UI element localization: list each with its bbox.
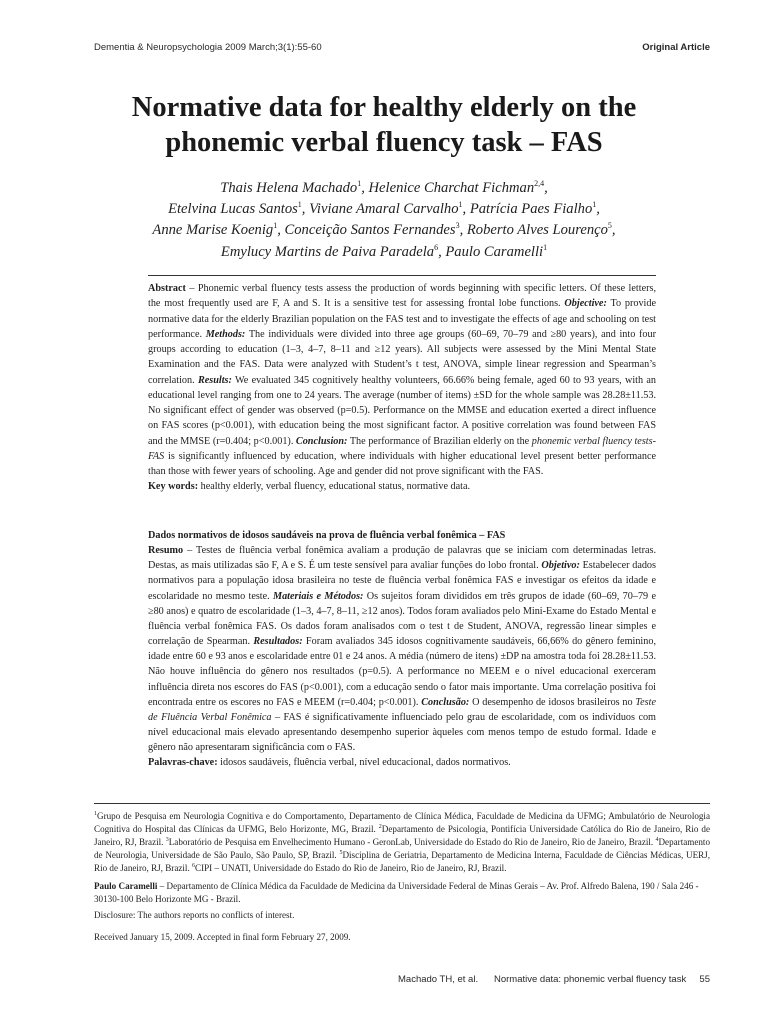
- affiliation-text: CIPI – UNATI, Universidade do Estado do Rio de Janeiro, Rio de Janeiro, RJ, Brazil.: [195, 863, 507, 874]
- affiliation-marker: 1: [94, 810, 97, 817]
- author-name: Thais Helena Machado: [220, 180, 358, 196]
- author-name: , Patrícia Paes Fialho: [462, 201, 593, 218]
- keywords: [148, 479, 656, 494]
- footer-author: Machado TH, et al.: [398, 974, 479, 985]
- keywords-text: healthy elderly, verbal fluency, educational status, normative data.: [198, 481, 471, 493]
- abstract-top-rule: [148, 275, 656, 276]
- title-line: phonemic verbal fluency task – FAS: [165, 127, 603, 158]
- affiliation-marker: 5: [607, 221, 612, 231]
- separator: ,: [544, 180, 548, 196]
- article-title: [60, 90, 708, 160]
- affiliation-text: Departamento de Neurologia, Universidade de São Paulo, São Paulo, SP, Brazil.: [94, 837, 710, 861]
- abstract-text: – Phonemic verbal fluency tests assess the production of words beginning with specific letters. Of these letters, the most frequently used are F, A and S. It is a sensitive test for assessing frontal lobe functions.: [148, 283, 656, 310]
- author-line: [90, 178, 678, 199]
- abstract-section: [148, 281, 656, 495]
- article-type: Original Article: [642, 42, 710, 53]
- affiliation-marker: 1: [458, 200, 463, 210]
- resumo-text: Foram avaliados 345 idosos cognitivamente saudáveis, 66,66% do gênero feminino, idade entre 60 e 93 anos e escolaridade entre 01 e 24 anos. A média (número de itens) ±DP na amostra toda foi 28.28±11.53. Não houve influência do gênero nos resultados (p=0.5). A performance no MEEM e o nível educacional exerceram influência direta nos escores do FAS (p<0.001), com a educação sendo o fator mais importante. Uma correlação positiva foi encontrada entre os escores no FAS e MEEM (r=0.404; p<0.001).: [148, 636, 656, 708]
- received-note: Received January 15, 2009. Accepted in final form February 27, 2009.: [94, 932, 351, 942]
- affiliation-text: Grupo de Pesquisa em Neurologia Cognitiva e do Comportamento, Departamento de Clínica Médica, Faculdade de Medicina da UFMG; Ambulatório de Neurologia Cognitiva do Hospital das Clínicas da UFMG, Belo Horizonte, MG, Brazil.: [94, 811, 710, 835]
- resumo-label: Resumo: [148, 545, 184, 557]
- resumo-text: – FAS é significativamente influenciado pelo grau de escolaridade, com os indivíduos com nível educacional mais elevado apresentando desempenho superior àqueles com menos tempo de estudo formal. Idade e gênero não apresentaram significância com o FAS.: [148, 711, 656, 754]
- separator: ,: [596, 201, 600, 218]
- abstract-text: We evaluated 345 cognitively healthy volunteers, 66.66% being female, aged 60 to 93 years, with an educational level ranging from one to 24 years. The average (number of items) ±SD for the whole sample was 28.28±11.53. No significant effect of gender was observed (p=0.5). Performance on the MMSE and education exerted a direct influence on FAS scores (p<0.001), with education being the most significant factor. A positive correlation was found between FAS and the MMSE (r=0.404; p<0.001).: [148, 374, 656, 447]
- resumo-text: Os sujeitos foram divididos em três grupos de idade (60–69, 70–79 e ≥80 anos) e quatro de escolaridade (1–3, 4–7, 8–11, ≥12 anos). Todos foram avaliados pelo Mini-Exame do Estado Mental e fluência verbal fonêmica FAS. Os dados foram analisados com o test t de Student, ANOVA, regressão linear simples e correlação de Spearman.: [148, 590, 656, 648]
- objetivo-label: Objetivo:: [541, 560, 580, 572]
- author-name: Anne Marise Koenig: [152, 222, 274, 239]
- author-list: [90, 178, 678, 263]
- resumo-title: Dados normativos de idosos saudáveis na prova de fluência verbal fonêmica – FAS: [148, 530, 506, 541]
- separator: ,: [611, 222, 616, 239]
- palavras-chave: [148, 755, 656, 770]
- footer-short-title: Normative data: phonemic verbal fluency task: [494, 974, 687, 985]
- affiliation-marker: 2,4: [534, 179, 545, 189]
- affiliation-marker: 2: [378, 824, 382, 831]
- author-line: [90, 242, 678, 263]
- affiliation-marker: 1: [592, 200, 597, 210]
- resumo-text: Teste de Fluência Verbal Fonêmica: [148, 696, 656, 723]
- affiliation-text: Disciplina de Geriatria, Departamento de Medicina Interna, Faculdade de Ciências Médicas, UERJ, Rio de Janeiro, RJ, Brazil.: [94, 850, 710, 874]
- author-name: Emylucy Martins de Paiva Paradela: [220, 243, 435, 260]
- correspondence-address: – Departamento de Clínica Médica da Faculdade de Medicina da Universidade Federal de Minas Gerais – Av. Prof. Alfredo Balena, 190 / Sala 246 - 30130-100 Belo Horizonte MG - Brazil.: [94, 881, 699, 905]
- palavras-chave-text: idosos saudáveis, fluência verbal, nível educacional, dados normativos.: [217, 757, 511, 769]
- abstract-text: phonemic verbal fluency tests-FAS: [148, 435, 656, 462]
- author-name: , Paulo Caramelli: [438, 243, 544, 260]
- abstract-label: Abstract: [148, 283, 186, 294]
- abstract-text: The performance of Brazilian elderly on the: [347, 435, 532, 447]
- conclusao-label: Conclusão:: [421, 696, 470, 708]
- keywords-label: Key words:: [148, 481, 199, 493]
- resultados-label: Resultados:: [253, 636, 303, 648]
- affiliation-marker: 1: [273, 221, 278, 231]
- resumo-text: – Testes de fluência verbal fonêmica avaliam a produção de palavras que se iniciam com determinadas letras. Destas, as mais utilizadas são F, A e S. É um teste sensível para avaliar funções do lobo frontal.: [148, 545, 656, 572]
- resumo-body: [148, 543, 656, 755]
- palavras-chave-label: Palavras-chave:: [148, 757, 218, 769]
- affiliation-marker: 1: [357, 179, 362, 189]
- affiliation-marker: 4: [655, 837, 659, 844]
- page-number: 55: [699, 974, 710, 985]
- journal-citation: Dementia & Neuropsychologia 2009 March;3(1):55-60: [94, 42, 322, 53]
- results-label: Results:: [197, 374, 232, 386]
- abstract-body: [148, 281, 656, 479]
- objective-label: Objective:: [564, 298, 607, 310]
- affiliation-marker: 3: [165, 837, 169, 844]
- affiliation-marker: 6: [192, 863, 195, 870]
- author-line: [90, 199, 678, 220]
- author-name: , Conceição Santos Fernandes: [277, 222, 456, 239]
- affiliation-marker: 5: [339, 850, 343, 857]
- abstract-text: To provide normative data for the elderly Brazilian population on the FAS test and to investigate the effects of age and schooling on test performance.: [148, 298, 656, 340]
- affiliation-marker: 3: [455, 221, 460, 231]
- author-name: , Roberto Alves Lourenço: [459, 222, 608, 239]
- affiliation-marker: 1: [543, 242, 548, 252]
- correspondence-name: Paulo Caramelli: [94, 881, 158, 891]
- affiliation-text: Departamento de Psicologia, Pontifícia Universidade Católica do Rio de Janeiro, Rio de Janeiro, RJ, Brazil.: [94, 824, 710, 848]
- author-name: , Helenice Charchat Fichman: [361, 180, 535, 196]
- abstract-text: The individuals were divided into three age groups (60–69, 70–79 and ≥80 years), and into four groups according to education (1–3, 4–7, 8–11 and ≥12 years). All subjects were assessed by the Mini Mental State Examination and the FAS. Data were analyzed with Student’s t test, ANOVA, simple linear regression and Spearman’s correlation.: [148, 328, 656, 386]
- author-line: [90, 220, 678, 241]
- author-name: Etelvina Lucas Santos: [168, 201, 298, 218]
- resumo-text: O desempenho de idosos brasileiros no: [469, 696, 636, 708]
- abstract-text: is significantly influenced by education, where individuals with higher educational level present better performance than those with fewer years of schooling. Age and gender did not prove significant with the FAS.: [148, 450, 656, 477]
- title-line: Normative data for healthy elderly on the: [131, 92, 637, 123]
- resumo-section: [148, 528, 656, 771]
- conclusion-label: Conclusion:: [295, 435, 348, 447]
- affiliations-footnote: [94, 810, 710, 875]
- disclosure-note: Disclosure: The authors reports no conflicts of interest.: [94, 910, 295, 920]
- author-name: , Viviane Amaral Carvalho: [301, 201, 459, 218]
- affiliation-marker: 1: [297, 200, 302, 210]
- correspondence-note: [94, 880, 710, 907]
- affiliation-marker: 6: [434, 242, 439, 252]
- metodos-label: Materiais e Métodos:: [273, 590, 364, 602]
- resumo-text: Estabelecer dados normativos para a população idosa brasileira no teste de fluência verbal fonêmica FAS e investigar os efeitos da idade e escolaridade no mesmo teste.: [148, 560, 656, 602]
- affiliation-text: Laboratório de Pesquisa em Envelhecimento Humano - GeronLab, Universidade do Estado do Rio de Janeiro, Rio de Janeiro, Brazil.: [168, 837, 656, 848]
- methods-label: Methods:: [205, 328, 246, 340]
- footnote-rule: [94, 803, 710, 804]
